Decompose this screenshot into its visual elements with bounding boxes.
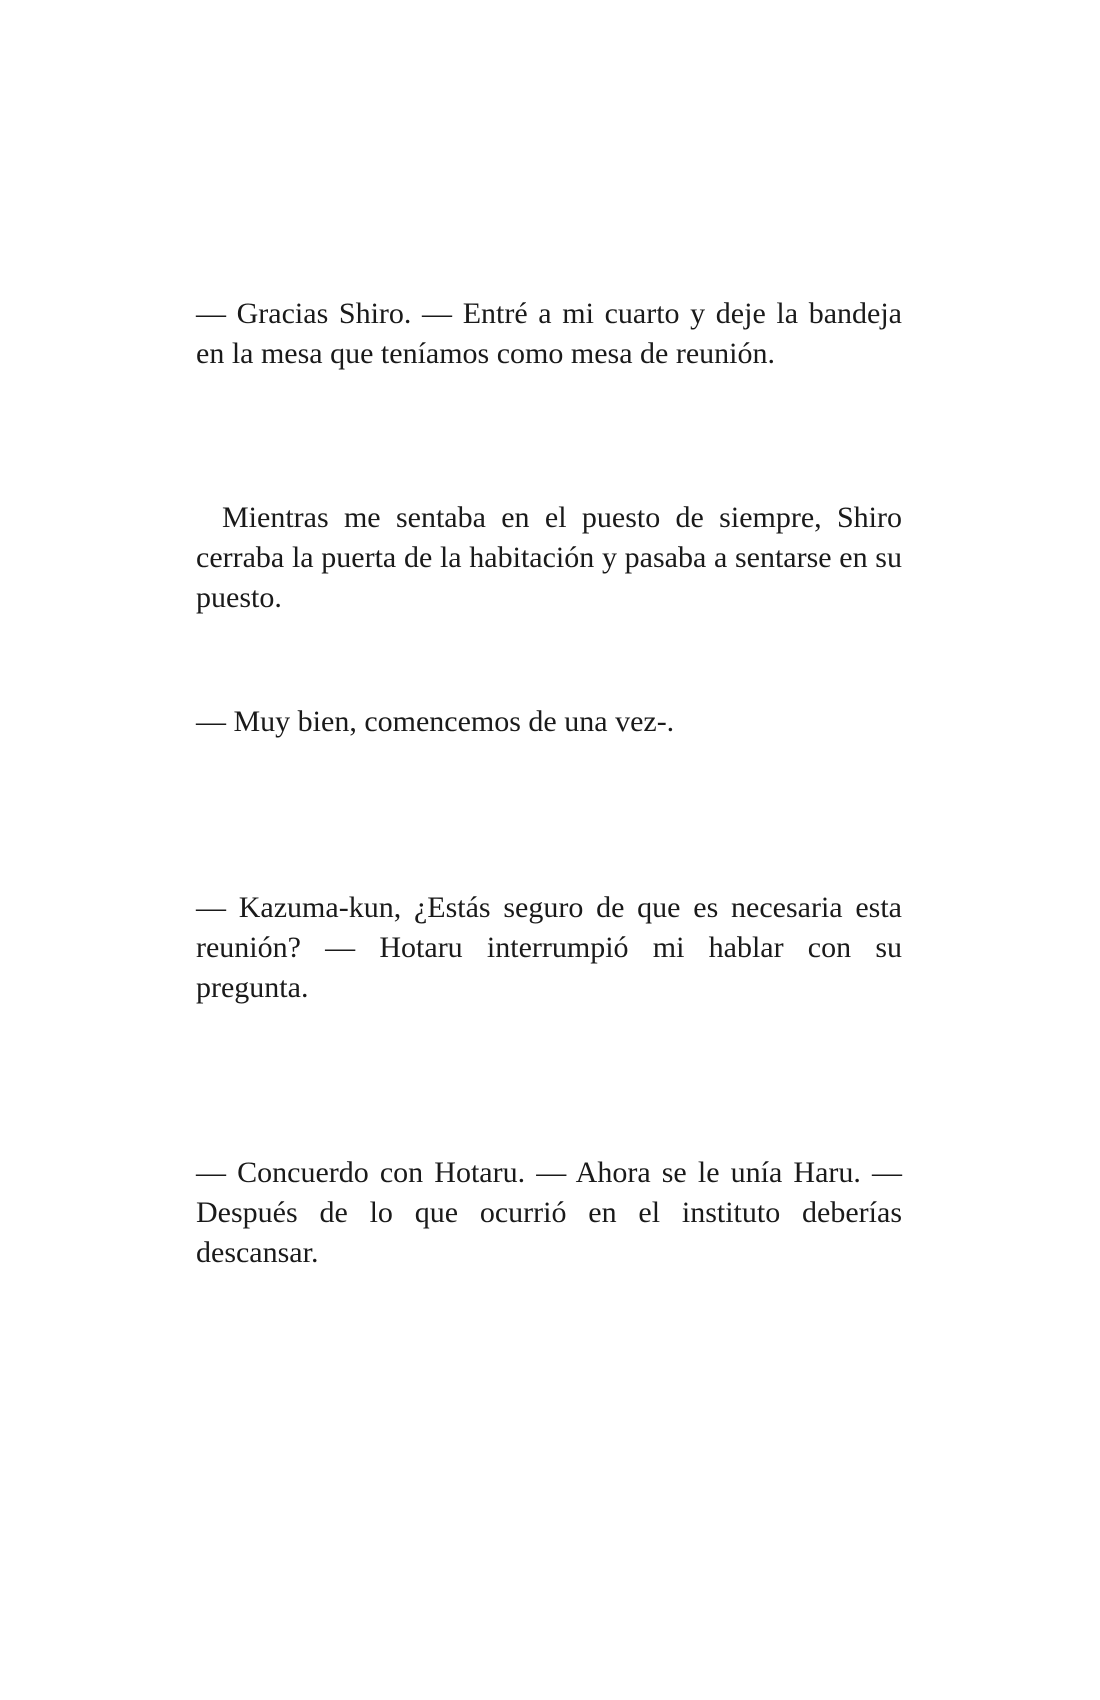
- dialogue-paragraph-concuerdo: — Concuerdo con Hotaru. — Ahora se le unía Haru. — Después de lo que ocurrió en el instituto deberías descansar.: [196, 1156, 902, 1269]
- dialogue-paragraph-comencemos: — Muy bien, comencemos de una vez-.: [196, 705, 675, 738]
- dialogue-paragraph-kazuma: — Kazuma-kun, ¿Estás seguro de que es necesaria esta reunión? — Hotaru interrumpió mi hablar con su pregunta.: [196, 891, 902, 1004]
- narration-paragraph-sentaba: Mientras me sentaba en el puesto de siempre, Shiro cerraba la puerta de la habitación y pasaba a sentarse en su puesto.: [196, 501, 902, 614]
- dialogue-paragraph-gracias: — Gracias Shiro. — Entré a mi cuarto y deje la bandeja en la mesa que teníamos como mesa de reunión.: [196, 297, 902, 370]
